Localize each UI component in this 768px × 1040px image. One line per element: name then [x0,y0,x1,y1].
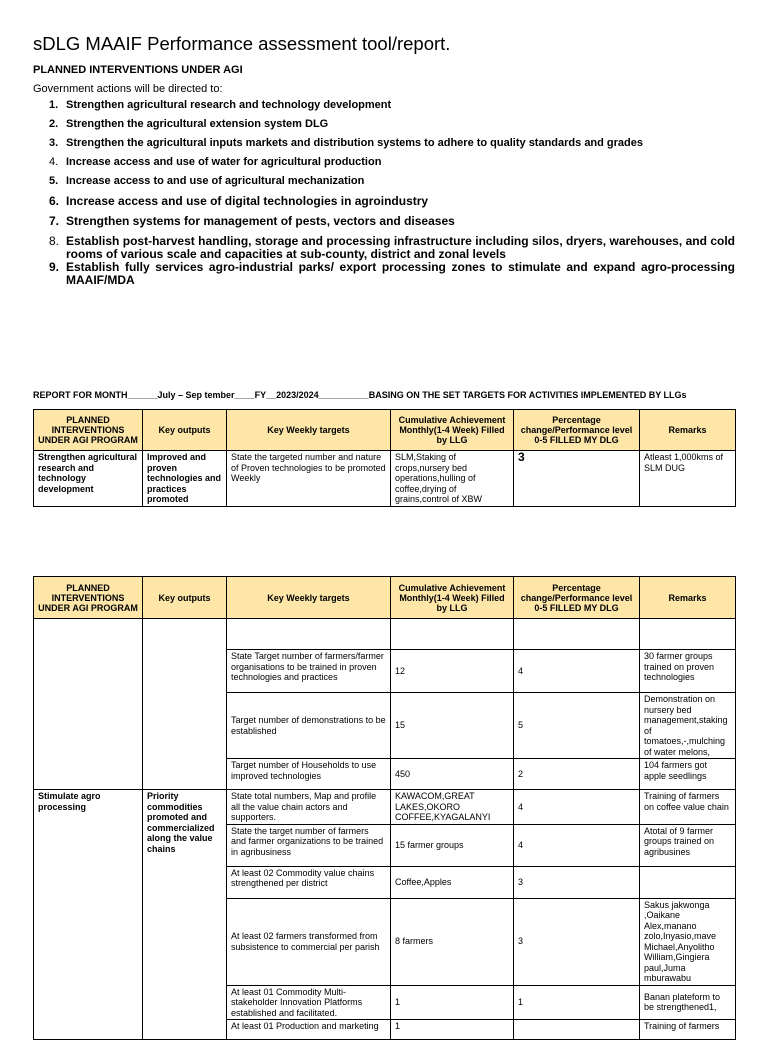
cell-target [227,619,391,650]
cell-level [514,619,640,650]
government-actions-list [33,99,735,287]
cell-achievement: 1 [391,985,514,1020]
cell-level: 5 [514,693,640,759]
header-performance-level: Percentage change/Performance level 0-5 FILLED MY DLG [514,577,640,619]
cell-level: 2 [514,759,640,790]
table-row [34,619,736,650]
header-weekly-targets: Key Weekly targets [227,577,391,619]
cell-achievement: 15 [391,693,514,759]
action-item: 2. Strengthen the agricultural extension system DLG [49,118,329,130]
cell-achievement: 12 [391,650,514,693]
header-interventions: PLANNED INTERVENTIONS UNDER AGI PROGRAM [34,410,143,451]
table-row [34,790,736,825]
table-header-row [34,410,736,451]
cell-remarks: Training of farmers on coffee value chain [640,790,736,825]
interventions-table-1 [33,409,736,507]
cell-target: At least 01 Production and marketing [227,1020,391,1040]
cell-level: 4 [514,650,640,693]
cell-level: 3 [514,866,640,898]
cell-target: State total numbers, Map and profile all the value chain actors and supporters. [227,790,391,825]
cell-remarks: Training of farmers [640,1020,736,1040]
report-line: REPORT FOR MONTH______July – Sep tember____FY__2023/2024__________BASING ON THE SET TARGETS FOR ACTIVITIES IMPLEMENTED BY LLGs [33,390,687,400]
cell-target: State the targeted number and nature of Proven technologies to be promoted Weekly [227,451,391,507]
cell-level: 4 [514,790,640,825]
cell-achievement: SLM,Staking of crops,nursery bed operations,hulling of coffee,drying of grains,control of XBW [391,451,514,507]
cell-level: 4 [514,824,640,866]
header-key-outputs: Key outputs [143,410,227,451]
cell-remarks: Sakus jakwonga ,Oaikane Alex,manano zolo,Inyasio,mave Michael,Anyolitho William,Gingiera paul,Juma mburawabu [640,898,736,985]
header-key-outputs: Key outputs [143,577,227,619]
header-remarks: Remarks [640,410,736,451]
cell-remarks: Atotal of 9 farmer groups trained on agribusines [640,824,736,866]
cell-achievement: 1 [391,1020,514,1040]
action-item: 3. Strengthen the agricultural inputs markets and distribution systems to adhere to quality standards and grades [49,137,644,149]
cell-achievement: Coffee,Apples [391,866,514,898]
cell-level [514,1020,640,1040]
header-weekly-targets: Key Weekly targets [227,410,391,451]
action-item: 4. Increase access and use of water for agricultural production [49,156,382,168]
intro-text: Government actions will be directed to: [33,83,223,95]
page-title: sDLG MAAIF Performance assessment tool/report. [33,33,451,54]
cell-output: Improved and proven technologies and practices promoted [143,451,227,507]
action-item: 1. Strengthen agricultural research and technology development [49,99,392,111]
cell-target: Target number of demonstrations to be established [227,693,391,759]
interventions-table-2 [33,576,736,1040]
cell-target: State Target number of farmers/farmer organisations to be trained in proven technologies and practices [227,650,391,693]
cell-remarks: Atleast 1,000kms of SLM DUG [640,451,736,507]
cell-achievement: 450 [391,759,514,790]
cell-remarks: Demonstration on nursery bed management,staking of tomatoes,-,mulching of water melons, [640,693,736,759]
cell-output [143,619,227,790]
header-interventions: PLANNED INTERVENTIONS UNDER AGI PROGRAM [34,577,143,619]
action-item: 8. Establish post-harvest handling, storage and processing infrastructure including silos, dryers, warehouses, and cold rooms of various scale and capacities at sub-county, district and zonal levels [49,234,735,261]
action-item: 9. Establish fully services agro-industrial parks/ export processing zones to stimulate and expand agro-processing MAAIF/MDA [49,260,735,287]
cell-level: 1 [514,985,640,1020]
cell-intervention [34,619,143,790]
cell-target: At least 02 Commodity value chains strengthened per district [227,866,391,898]
cell-achievement: 15 farmer groups [391,824,514,866]
cell-target: State the target number of farmers and farmer organizations to be trained in agribusiness [227,824,391,866]
header-cumulative-achievement: Cumulative Achievement Monthly(1-4 Week) Filled by LLG [391,577,514,619]
cell-remarks: Banan plateform to be strengthened1, [640,985,736,1020]
action-item: 7. Strengthen systems for management of pests, vectors and diseases [49,214,455,228]
cell-intervention: Stimulate agro processing [34,790,143,1040]
table-row [34,451,736,507]
action-item: 5. Increase access to and use of agricultural mechanization [49,175,365,187]
cell-level: 3 [514,451,640,507]
cell-intervention: Strengthen agricultural research and technology development [34,451,143,507]
cell-remarks [640,619,736,650]
header-performance-level: Percentage change/Performance level 0-5 FILLED MY DLG [514,410,640,451]
header-cumulative-achievement: Cumulative Achievement Monthly(1-4 Week) Filled by LLG [391,410,514,451]
header-remarks: Remarks [640,577,736,619]
cell-target: Target number of Households to use improved technologies [227,759,391,790]
cell-achievement: 8 farmers [391,898,514,985]
cell-remarks: 104 farmers got apple seedlings [640,759,736,790]
cell-level: 3 [514,898,640,985]
cell-remarks: 30 farmer groups trained on proven technologies [640,650,736,693]
action-item: 6. Increase access and use of digital technologies in agroindustry [49,194,429,208]
table-header-row [34,577,736,619]
cell-remarks [640,866,736,898]
cell-output: Priority commodities promoted and commercialized along the value chains [143,790,227,1040]
section-heading: PLANNED INTERVENTIONS UNDER AGI [33,64,243,76]
cell-target: At least 01 Commodity Multi-stakeholder Innovation Platforms established and facilitated. [227,985,391,1020]
cell-target: At least 02 farmers transformed from subsistence to commercial per parish [227,898,391,985]
cell-achievement [391,619,514,650]
cell-achievement: KAWACOM,GREAT LAKES,OKORO COFFEE,KYAGALANYI [391,790,514,825]
